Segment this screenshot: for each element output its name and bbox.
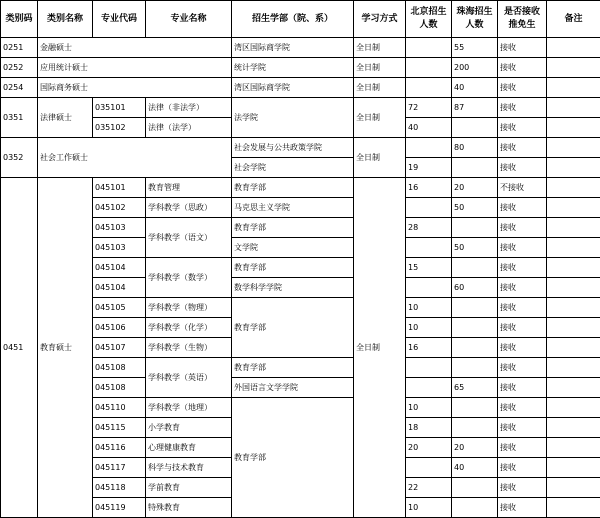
zhuhai-quota (452, 498, 498, 518)
study-mode: 全日制 (354, 98, 406, 138)
major-code: 045119 (93, 498, 146, 518)
category-name: 社会工作硕士 (38, 138, 232, 178)
beijing-quota: 16 (406, 178, 452, 198)
table-row (1, 178, 600, 198)
department: 外国语言文学学院 (232, 378, 354, 398)
major-name: 学科教学（化学） (146, 318, 232, 338)
header-beijing-quota: 北京招生人数 (406, 1, 452, 38)
beijing-quota (406, 358, 452, 378)
accept-exempt: 接收 (498, 118, 547, 138)
category-name: 国际商务硕士 (38, 78, 232, 98)
zhuhai-quota (452, 358, 498, 378)
accept-exempt: 接收 (498, 398, 547, 418)
remarks (547, 338, 600, 358)
zhuhai-quota (452, 258, 498, 278)
department: 社会学院 (232, 158, 354, 178)
remarks (547, 258, 600, 278)
accept-exempt: 接收 (498, 158, 547, 178)
major-code: 045103 (93, 218, 146, 238)
department: 数学科学学院 (232, 278, 354, 298)
remarks (547, 218, 600, 238)
major-name: 特殊教育 (146, 498, 232, 518)
beijing-quota: 72 (406, 98, 452, 118)
accept-exempt: 不接收 (498, 178, 547, 198)
major-name: 教育管理 (146, 178, 232, 198)
department: 教育学部 (232, 358, 354, 378)
major-code: 045116 (93, 438, 146, 458)
accept-exempt: 接收 (498, 458, 547, 478)
department: 文学院 (232, 238, 354, 258)
table-row (1, 98, 600, 118)
major-code: 045105 (93, 298, 146, 318)
remarks (547, 298, 600, 318)
remarks (547, 478, 600, 498)
header-zhuhai-quota: 珠海招生人数 (452, 1, 498, 38)
major-code: 045104 (93, 258, 146, 278)
accept-exempt: 接收 (498, 138, 547, 158)
beijing-quota: 18 (406, 418, 452, 438)
accept-exempt: 接收 (498, 238, 547, 258)
accept-exempt: 接收 (498, 418, 547, 438)
accept-exempt: 接收 (498, 378, 547, 398)
zhuhai-quota (452, 338, 498, 358)
zhuhai-quota (452, 418, 498, 438)
zhuhai-quota: 50 (452, 198, 498, 218)
header-category-name: 类别名称 (38, 1, 93, 38)
beijing-quota: 22 (406, 478, 452, 498)
beijing-quota: 10 (406, 398, 452, 418)
zhuhai-quota (452, 218, 498, 238)
department: 教育学部 (232, 258, 354, 278)
major-name: 学科教学（生物） (146, 338, 232, 358)
department: 统计学院 (232, 58, 354, 78)
header-accept-exempt: 是否接收推免生 (498, 1, 547, 38)
zhuhai-quota: 60 (452, 278, 498, 298)
accept-exempt: 接收 (498, 38, 547, 58)
study-mode: 全日制 (354, 138, 406, 178)
major-code: 045118 (93, 478, 146, 498)
beijing-quota: 10 (406, 298, 452, 318)
category-name: 法律硕士 (38, 98, 93, 138)
major-name: 小学教育 (146, 418, 232, 438)
accept-exempt: 接收 (498, 198, 547, 218)
major-code: 045108 (93, 378, 146, 398)
department: 教育学部 (232, 398, 354, 518)
beijing-quota: 28 (406, 218, 452, 238)
beijing-quota: 20 (406, 438, 452, 458)
major-code: 045117 (93, 458, 146, 478)
major-name: 学科教学（思政） (146, 198, 232, 218)
remarks (547, 118, 600, 138)
major-name: 学科教学（数学） (146, 258, 232, 298)
major-code: 045108 (93, 358, 146, 378)
beijing-quota: 15 (406, 258, 452, 278)
header-category-code: 类别码 (1, 1, 38, 38)
remarks (547, 438, 600, 458)
category-code: 0451 (1, 178, 38, 518)
study-mode: 全日制 (354, 78, 406, 98)
remarks (547, 278, 600, 298)
category-name: 金融硕士 (38, 38, 232, 58)
major-name: 法律（法学） (146, 118, 232, 138)
remarks (547, 138, 600, 158)
major-name: 科学与技术教育 (146, 458, 232, 478)
beijing-quota (406, 78, 452, 98)
zhuhai-quota (452, 118, 498, 138)
department: 湾区国际商学院 (232, 78, 354, 98)
major-code: 045107 (93, 338, 146, 358)
department: 教育学部 (232, 178, 354, 198)
category-code: 0254 (1, 78, 38, 98)
zhuhai-quota (452, 158, 498, 178)
zhuhai-quota (452, 298, 498, 318)
category-name: 教育硕士 (38, 178, 93, 518)
major-name: 心理健康教育 (146, 438, 232, 458)
study-mode: 全日制 (354, 178, 406, 518)
major-name: 学科教学（物理） (146, 298, 232, 318)
zhuhai-quota: 20 (452, 178, 498, 198)
major-code: 035102 (93, 118, 146, 138)
major-name: 学科教学（地理） (146, 398, 232, 418)
zhuhai-quota: 55 (452, 38, 498, 58)
remarks (547, 98, 600, 118)
zhuhai-quota: 80 (452, 138, 498, 158)
major-name: 法律（非法学） (146, 98, 232, 118)
remarks (547, 158, 600, 178)
major-code: 045103 (93, 238, 146, 258)
remarks (547, 498, 600, 518)
accept-exempt: 接收 (498, 258, 547, 278)
beijing-quota (406, 238, 452, 258)
accept-exempt: 接收 (498, 338, 547, 358)
remarks (547, 318, 600, 338)
zhuhai-quota: 65 (452, 378, 498, 398)
zhuhai-quota: 87 (452, 98, 498, 118)
remarks (547, 458, 600, 478)
department: 教育学部 (232, 298, 354, 358)
remarks (547, 358, 600, 378)
beijing-quota: 19 (406, 158, 452, 178)
zhuhai-quota: 200 (452, 58, 498, 78)
beijing-quota: 10 (406, 318, 452, 338)
department: 教育学部 (232, 218, 354, 238)
remarks (547, 78, 600, 98)
category-code: 0252 (1, 58, 38, 78)
accept-exempt: 接收 (498, 78, 547, 98)
major-code: 045101 (93, 178, 146, 198)
major-code: 045104 (93, 278, 146, 298)
study-mode: 全日制 (354, 38, 406, 58)
department: 马克思主义学院 (232, 198, 354, 218)
major-code: 045106 (93, 318, 146, 338)
zhuhai-quota (452, 318, 498, 338)
beijing-quota: 40 (406, 118, 452, 138)
beijing-quota (406, 278, 452, 298)
major-code: 045110 (93, 398, 146, 418)
department: 法学院 (232, 98, 354, 138)
category-code: 0351 (1, 98, 38, 138)
header-major-code: 专业代码 (93, 1, 146, 38)
department: 湾区国际商学院 (232, 38, 354, 58)
header-remarks: 备注 (547, 1, 600, 38)
beijing-quota (406, 458, 452, 478)
beijing-quota (406, 58, 452, 78)
accept-exempt: 接收 (498, 58, 547, 78)
zhuhai-quota: 20 (452, 438, 498, 458)
beijing-quota (406, 138, 452, 158)
header-study-mode: 学习方式 (354, 1, 406, 38)
category-code: 0251 (1, 38, 38, 58)
accept-exempt: 接收 (498, 478, 547, 498)
remarks (547, 238, 600, 258)
accept-exempt: 接收 (498, 298, 547, 318)
accept-exempt: 接收 (498, 278, 547, 298)
accept-exempt: 接收 (498, 318, 547, 338)
major-code: 035101 (93, 98, 146, 118)
table-row (1, 58, 600, 78)
header-department: 招生学部（院、系） (232, 1, 354, 38)
beijing-quota (406, 378, 452, 398)
major-name: 学科教学（语文） (146, 218, 232, 258)
zhuhai-quota (452, 398, 498, 418)
remarks (547, 178, 600, 198)
remarks (547, 418, 600, 438)
zhuhai-quota: 40 (452, 458, 498, 478)
remarks (547, 378, 600, 398)
major-name: 学科教学（英语） (146, 358, 232, 398)
beijing-quota (406, 198, 452, 218)
beijing-quota: 10 (406, 498, 452, 518)
zhuhai-quota: 50 (452, 238, 498, 258)
zhuhai-quota (452, 478, 498, 498)
remarks (547, 38, 600, 58)
study-mode: 全日制 (354, 58, 406, 78)
accept-exempt: 接收 (498, 358, 547, 378)
zhuhai-quota: 40 (452, 78, 498, 98)
major-code: 045102 (93, 198, 146, 218)
department: 社会发展与公共政策学院 (232, 138, 354, 158)
remarks (547, 58, 600, 78)
header-major-name: 专业名称 (146, 1, 232, 38)
category-name: 应用统计硕士 (38, 58, 232, 78)
table-row (1, 38, 600, 58)
accept-exempt: 接收 (498, 438, 547, 458)
remarks (547, 398, 600, 418)
header-row (1, 1, 600, 38)
category-code: 0352 (1, 138, 38, 178)
accept-exempt: 接收 (498, 98, 547, 118)
table-row (1, 78, 600, 98)
accept-exempt: 接收 (498, 218, 547, 238)
beijing-quota: 16 (406, 338, 452, 358)
remarks (547, 198, 600, 218)
major-code: 045115 (93, 418, 146, 438)
table-row (1, 138, 600, 158)
major-name: 学前教育 (146, 478, 232, 498)
beijing-quota (406, 38, 452, 58)
accept-exempt: 接收 (498, 498, 547, 518)
